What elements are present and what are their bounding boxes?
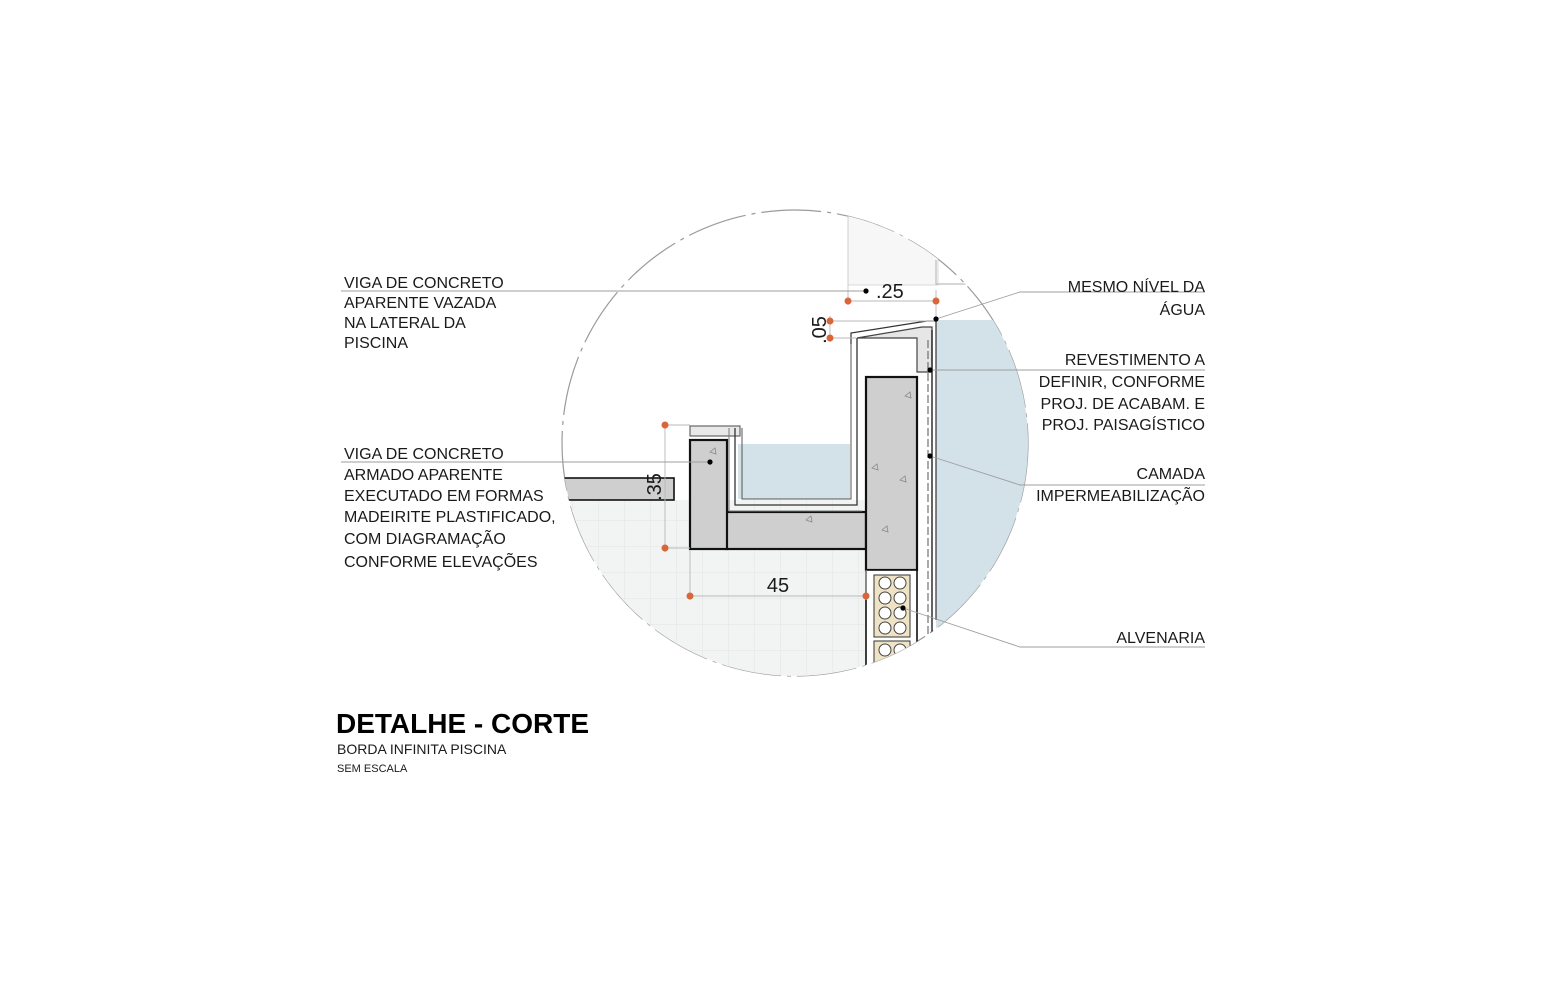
title-subtitle: BORDA INFINITA PISCINA [337, 741, 507, 757]
pool-water [936, 320, 1046, 690]
label-mesmo-nivel [1068, 277, 1206, 319]
svg-text:VIGA DE CONCRETO: VIGA DE CONCRETO [344, 275, 504, 292]
masonry [866, 570, 917, 691]
svg-text:ALVENARIA: ALVENARIA [1116, 630, 1205, 647]
left-beam [690, 440, 727, 549]
svg-text:MADEIRITE PLASTIFICADO,: MADEIRITE PLASTIFICADO, [344, 509, 556, 526]
section-contents [560, 205, 1046, 691]
dim-lip-height: .05 [809, 316, 831, 344]
svg-text:IMPERMEABILIZAÇÃO: IMPERMEABILIZAÇÃO [1036, 488, 1205, 505]
svg-text:CAMADA: CAMADA [1136, 466, 1205, 483]
svg-text:VIGA DE CONCRETO: VIGA DE CONCRETO [344, 446, 504, 463]
svg-text:ÁGUA: ÁGUA [1159, 302, 1205, 319]
title-scale: SEM ESCALA [337, 763, 408, 775]
svg-text:PISCINA: PISCINA [344, 335, 409, 352]
dim-beam-width: 45 [766, 575, 790, 597]
svg-text:REVESTIMENTO A: REVESTIMENTO A [1064, 352, 1205, 369]
label-viga-vazada [344, 275, 504, 352]
channel-water [738, 444, 850, 499]
svg-text:PROJ. DE ACABAM. E: PROJ. DE ACABAM. E [1040, 396, 1205, 413]
label-alvenaria [1116, 630, 1205, 647]
label-revestimento [1039, 352, 1206, 434]
svg-text:NA LATERAL DA: NA LATERAL DA [344, 315, 466, 332]
svg-text:CONFORME ELEVAÇÕES: CONFORME ELEVAÇÕES [344, 554, 538, 571]
svg-text:EXECUTADO EM FORMAS: EXECUTADO EM FORMAS [344, 488, 544, 505]
svg-text:APARENTE VAZADA: APARENTE VAZADA [344, 295, 497, 312]
svg-text:MESMO NÍVEL DA: MESMO NÍVEL DA [1067, 279, 1205, 296]
dim-beam-height: .35 [644, 473, 666, 501]
main-wall [866, 377, 917, 570]
svg-text:ARMADO APARENTE: ARMADO APARENTE [344, 467, 503, 484]
label-viga-armado [344, 446, 556, 571]
label-camada [1036, 466, 1205, 505]
title-main: DETALHE - CORTE [336, 708, 590, 739]
svg-text:PROJ. PAISAGÍSTICO: PROJ. PAISAGÍSTICO [1041, 417, 1205, 434]
svg-text:COM DIAGRAMAÇÃO: COM DIAGRAMAÇÃO [344, 531, 506, 548]
slab [726, 512, 866, 549]
svg-text:DEFINIR, CONFORME: DEFINIR, CONFORME [1038, 374, 1205, 391]
dim-top-width: .25 [876, 281, 904, 303]
